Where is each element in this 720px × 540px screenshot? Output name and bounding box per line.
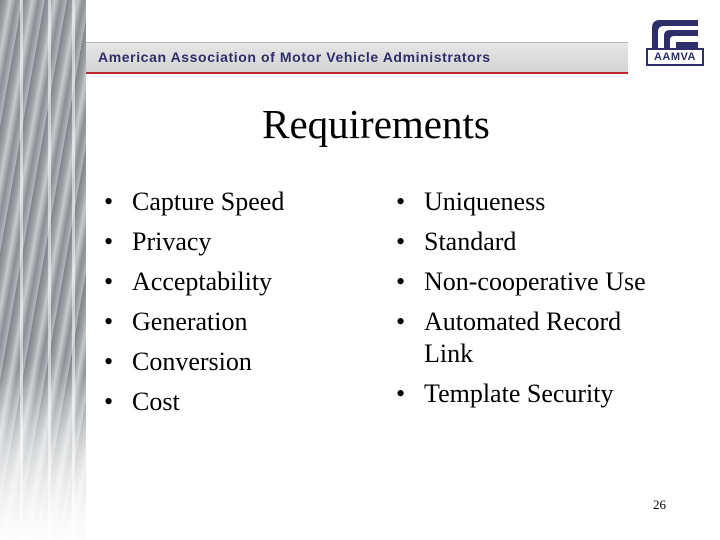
slide-title: Requirements: [262, 101, 490, 147]
list-item: • Generation: [104, 307, 248, 336]
page-number: 26: [653, 497, 666, 512]
header-band: [86, 42, 628, 74]
road-icon: [646, 16, 704, 50]
logo-text: AAMVA: [646, 48, 704, 66]
list-item: • Non-cooperative Use: [396, 267, 646, 296]
list-item: • Conversion: [104, 347, 252, 376]
list-item: • Privacy: [104, 227, 212, 256]
list-item: • Acceptability: [104, 267, 273, 296]
organization-name: American Association of Motor Vehicle Administrators: [98, 49, 491, 65]
list-item: • Capture Speed: [104, 187, 285, 216]
header-divider: [86, 72, 628, 74]
aamva-logo: [646, 16, 704, 68]
list-item: • Cost: [104, 387, 180, 416]
list-item: • Automated Record Link: [396, 307, 622, 368]
left-bullet-list: [104, 186, 344, 426]
list-item: • Template Security: [396, 379, 614, 408]
right-bullet-list: [396, 186, 686, 418]
side-traffic-photo: [0, 0, 86, 540]
list-item: • Uniqueness: [396, 187, 546, 216]
list-item: • Standard: [396, 227, 517, 256]
